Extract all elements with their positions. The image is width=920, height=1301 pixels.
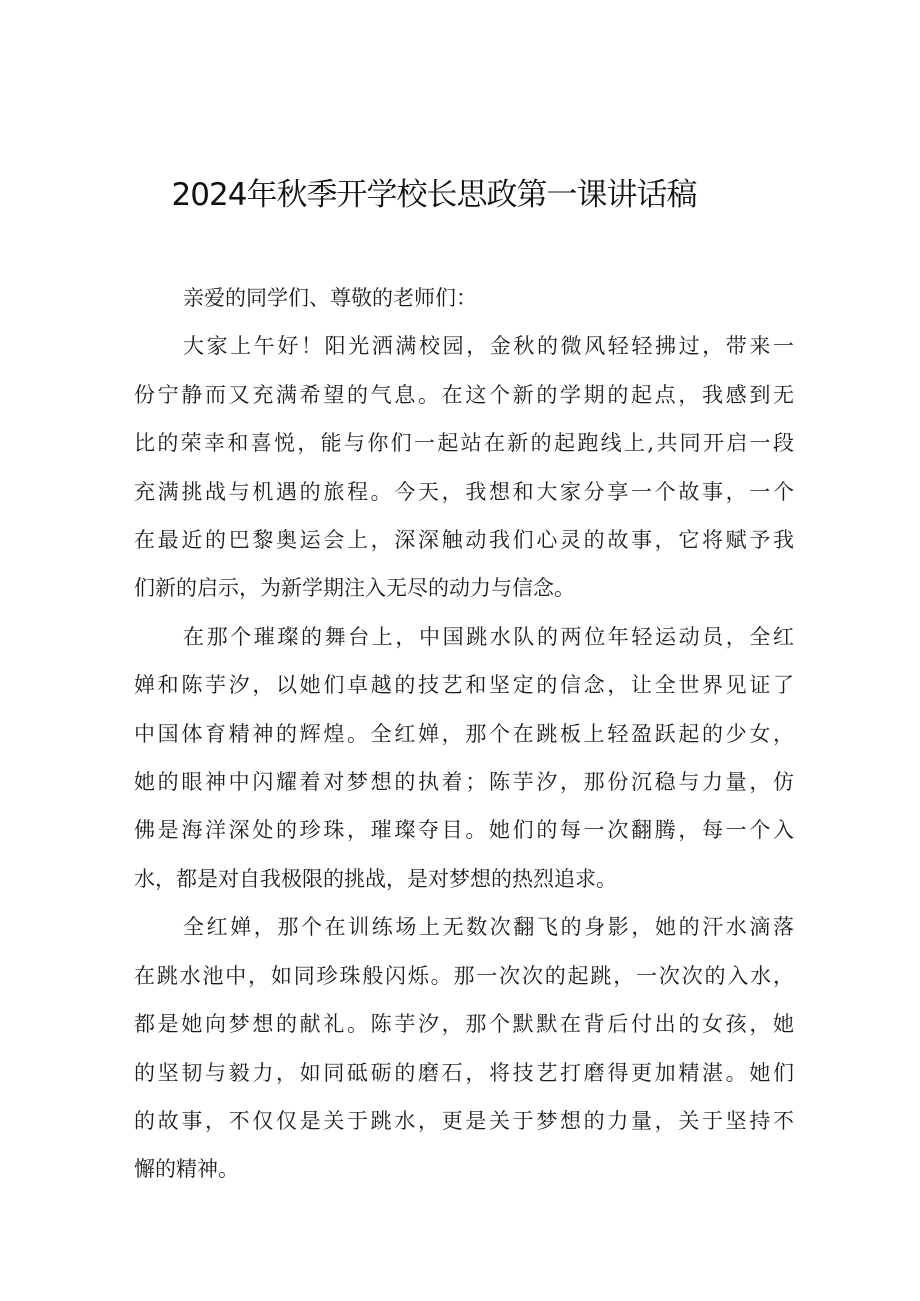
paragraph-line: 大家上午好！阳光洒满校园，金秋的微风轻轻拂过，带来一 xyxy=(183,334,794,359)
salutation: 亲爱的同学们、尊敬的老师们： xyxy=(183,286,477,310)
paragraph-line: 中国体育精神的辉煌。全红婵，那个在跳板上轻盈跃起的少女， xyxy=(134,721,794,746)
paragraph-line: 的故事，不仅仅是关于跳水，更是关于梦想的力量，关于坚持不 xyxy=(134,1108,794,1133)
paragraph-1 xyxy=(134,322,794,612)
paragraph-line: 懈的精神。 xyxy=(134,1157,239,1182)
paragraph-line: 水，都是对自我极限的挑战，是对梦想的热烈追求。 xyxy=(134,866,617,891)
paragraph-line: 她的眼神中闪耀着对梦想的执着；陈芋汐，那份沉稳与力量，仿 xyxy=(134,770,794,795)
paragraph-line: 佛是海洋深处的珍珠，璀璨夺目。她们的每一次翻腾，每一个入 xyxy=(134,818,794,843)
paragraph-line: 们新的启示，为新学期注入无尽的动力与信念。 xyxy=(134,576,575,601)
paragraph-line: 都是她向梦想的献礼。陈芋汐，那个默默在背后付出的女孩，她 xyxy=(134,1012,794,1037)
paragraph-line: 在跳水池中，如同珍珠般闪烁。那一次次的起跳，一次次的入水， xyxy=(134,963,794,988)
document-title: 2024年秋季开学校长思政第一课讲话稿 xyxy=(171,177,697,213)
paragraph-line: 份宁静而又充满希望的气息。在这个新的学期的起点，我感到无 xyxy=(134,382,794,407)
paragraph-3 xyxy=(134,903,794,1193)
paragraph-2 xyxy=(134,613,794,903)
paragraph-line: 婵和陈芋汐，以她们卓越的技艺和坚定的信念，让全世界见证了 xyxy=(134,673,794,698)
paragraph-line: 充满挑战与机遇的旅程。今天，我想和大家分享一个故事，一个 xyxy=(134,479,794,504)
paragraph-line: 在最近的巴黎奥运会上，深深触动我们心灵的故事，它将赋予我 xyxy=(134,528,794,553)
paragraph-line: 在那个璀璨的舞台上，中国跳水队的两位年轻运动员，全红 xyxy=(183,624,794,649)
document-body xyxy=(134,274,794,1194)
paragraph-line: 全红婵，那个在训练场上无数次翻飞的身影，她的汗水滴落 xyxy=(183,915,794,940)
paragraph-line: 比的荣幸和喜悦，能与你们一起站在新的起跑线上,共同开启一段 xyxy=(134,431,794,456)
paragraph-line: 的坚韧与毅力，如同砥砺的磨石，将技艺打磨得更加精湛。她们 xyxy=(134,1060,794,1085)
